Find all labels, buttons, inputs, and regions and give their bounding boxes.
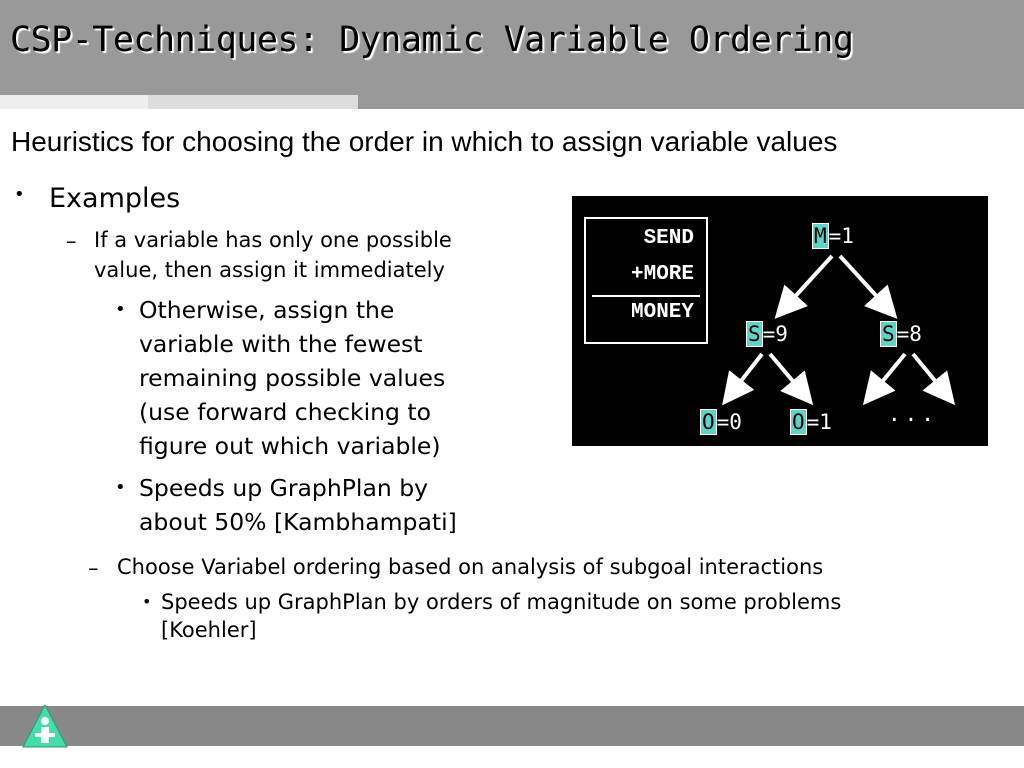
puzzle-line-money: MONEY (630, 301, 694, 324)
bullet-magnitude-line1: Speeds up GraphPlan by orders of magnitude on some problems (161, 590, 842, 614)
dash-marker: – (66, 229, 77, 253)
edge-right-b (913, 354, 950, 399)
decor-strip-light (0, 95, 148, 109)
green-triangle-logo-icon (20, 702, 70, 750)
bullet-speedup-line2: about 50% [Kambhampati] (139, 508, 457, 536)
bullet-fewest-line5: figure out which variable) (139, 432, 441, 460)
edge-left-lr (770, 354, 808, 399)
bullet-marker: • (115, 299, 126, 320)
bullet-fewest-line2: variable with the fewest (139, 330, 423, 358)
bullet-single-value-line2: value, then assign it immediately (94, 258, 445, 282)
tree-node-right (880, 322, 922, 346)
tree-node-left-left (700, 410, 742, 434)
node-variable: M (814, 224, 827, 248)
bullet-speedup-line1: Speeds up GraphPlan by (139, 474, 429, 502)
title-bar (0, 0, 1024, 95)
dash-marker: – (88, 556, 99, 580)
search-tree-figure (572, 196, 988, 446)
tree-ellipsis: ... (888, 402, 938, 426)
node-value: =1 (806, 410, 832, 434)
tree-node-left (746, 322, 788, 346)
node-value: =9 (762, 322, 788, 346)
edge-root-right (840, 256, 892, 313)
edge-root-left (780, 256, 832, 313)
slide-heading: Heuristics for choosing the order in which to assign variable values (11, 126, 838, 157)
puzzle-line-more: +MORE (630, 263, 694, 286)
bullet-subgoal-ordering: Choose Variabel ordering based on analysis of subgoal interactions (117, 555, 824, 579)
bullet-fewest-line3: remaining possible values (139, 364, 446, 392)
bullet-fewest-line4: (use forward checking to (139, 398, 432, 426)
decor-strip-dark (358, 95, 1024, 109)
slide-title: CSP-Techniques: Dynamic Variable Ordering (10, 20, 854, 60)
decor-strip-mid (148, 95, 358, 109)
bullet-marker: • (14, 184, 25, 205)
node-variable: O (702, 410, 715, 434)
node-value: =1 (828, 224, 854, 248)
bullet-fewest-line1: Otherwise, assign the (139, 296, 395, 324)
bullet-marker: • (115, 477, 126, 498)
bullet-marker: • (142, 592, 152, 611)
edge-right-a (868, 354, 905, 399)
tree-node-root (812, 224, 854, 248)
node-variable: S (748, 322, 761, 346)
node-variable: O (792, 410, 805, 434)
bullet-single-value-line1: If a variable has only one possible (94, 228, 452, 252)
footer-bar (0, 706, 1024, 746)
bullet-magnitude-line2: [Koehler] (161, 618, 257, 642)
edge-left-ll (727, 354, 762, 399)
node-value: =0 (716, 410, 742, 434)
node-variable: S (882, 322, 895, 346)
tree-node-left-right (790, 410, 832, 434)
bullet-examples: Examples (49, 183, 181, 214)
puzzle-line-send: SEND (643, 227, 694, 250)
node-value: =8 (896, 322, 922, 346)
